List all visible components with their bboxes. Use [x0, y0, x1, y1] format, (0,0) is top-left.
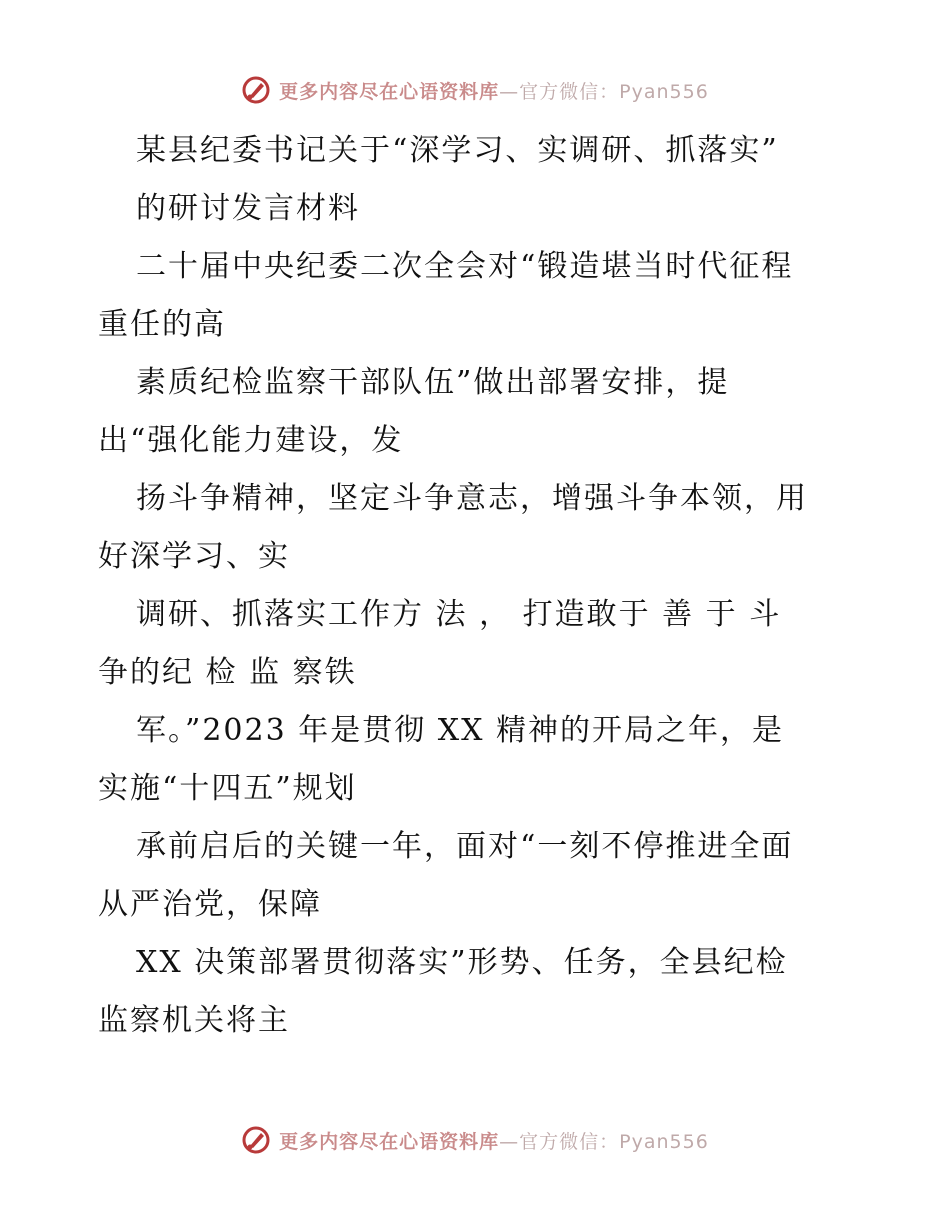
- title-line: 某县纪委书记关于“深学习、实调研、抓落实”: [136, 133, 779, 168]
- text-line: 二十届中央纪委二次全会对“锻造堪当时代征程: [136, 249, 794, 284]
- text-line: 争的纪 检 监 察铁: [98, 655, 357, 690]
- text-line: 重任的高: [98, 307, 226, 342]
- text-line: 实施“十四五”规划: [98, 771, 357, 806]
- brush-logo-icon: [241, 75, 271, 105]
- footer-banner: [0, 1120, 950, 1160]
- text-line: 承前启后的关键一年，面对“一刻不停推进全面: [136, 829, 794, 864]
- brush-logo-icon: [241, 1125, 271, 1155]
- header-banner: [0, 70, 950, 110]
- text-line: 出“强化能力建设，发: [98, 423, 404, 458]
- banner-text: [279, 1127, 709, 1154]
- text-line: 监察机关将主: [98, 1003, 290, 1038]
- title-line: 的研讨发言材料: [136, 191, 360, 226]
- text-line: 素质纪检监察干部队伍”做出部署安排，提: [136, 365, 730, 400]
- banner-text: [279, 77, 709, 104]
- banner-wechat: 官方微信：Pyan556: [519, 1130, 709, 1153]
- text-line: 调研、抓落实工作方 法 ， 打造敢于 善 于 斗: [136, 597, 782, 632]
- banner-separator: —: [499, 80, 520, 103]
- text-line: 从严治党，保障: [98, 887, 322, 922]
- banner-wechat: 官方微信：Pyan556: [519, 80, 709, 103]
- banner-separator: —: [499, 1130, 520, 1153]
- banner-site-name: 更多内容尽在心语资料库: [279, 1130, 500, 1153]
- banner-site-name: 更多内容尽在心语资料库: [279, 80, 500, 103]
- text-line: XX 决策部署贯彻落实”形势、任务，全县纪检: [136, 945, 788, 980]
- text-line: 好深学习、实: [98, 539, 290, 574]
- document-body: [98, 122, 858, 1050]
- text-line: 军。”2023 年是贯彻 XX 精神的开局之年，是: [136, 713, 785, 748]
- text-line: 扬斗争精神，坚定斗争意志，增强斗争本领，用: [136, 481, 808, 516]
